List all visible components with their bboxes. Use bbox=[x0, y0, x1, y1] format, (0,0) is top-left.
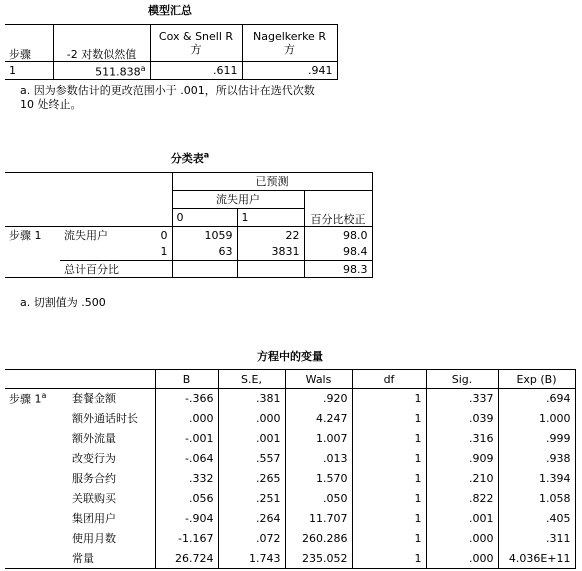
row-log-likelihood: 511.838$^a$ bbox=[53, 62, 150, 80]
header-nagelkerke: Nagelkerke R 方 bbox=[242, 25, 337, 62]
total-pct-label: 总计百分比 bbox=[60, 261, 172, 278]
var-name: 套餐金额 bbox=[72, 392, 116, 406]
var-expb: .999 bbox=[498, 429, 575, 449]
var-wals: 235.052 bbox=[285, 549, 352, 569]
header-b: B bbox=[155, 370, 218, 389]
var-expb: .938 bbox=[498, 449, 575, 469]
header-cox-snell: Cox & Snell R 方 bbox=[150, 25, 242, 62]
cell-1-pct: 98.4 bbox=[304, 244, 372, 261]
var-df: 1 bbox=[352, 509, 426, 529]
var-se: .265 bbox=[218, 469, 285, 489]
col-0-header: 0 bbox=[172, 209, 237, 227]
var-b: -.001 bbox=[155, 429, 218, 449]
header-se: S.E, bbox=[218, 370, 285, 389]
header-sig: Sig. bbox=[426, 370, 498, 389]
var-se: .000 bbox=[218, 409, 285, 429]
var-df: 1 bbox=[352, 409, 426, 429]
row-var-label: 流失用户 bbox=[64, 228, 108, 242]
var-name: 集团用户 bbox=[72, 512, 116, 525]
model-summary-title: 模型汇总 bbox=[148, 4, 192, 17]
variables-table bbox=[5, 369, 576, 569]
var-step-label: 步骤 1$^a$ bbox=[9, 391, 47, 406]
var-sig: .000 bbox=[426, 529, 498, 549]
row-cox-snell: .611 bbox=[150, 62, 242, 80]
header-df: df bbox=[352, 370, 426, 389]
predicted-header: 已预测 bbox=[172, 173, 372, 191]
row-nagelkerke: .941 bbox=[242, 62, 337, 80]
cell-1-1: 3831 bbox=[237, 244, 304, 261]
total-pct-value: 98.3 bbox=[304, 261, 372, 278]
var-wals: .013 bbox=[285, 449, 352, 469]
var-expb: .405 bbox=[498, 509, 575, 529]
cell-0-0: 1059 bbox=[172, 227, 237, 244]
cell-0-pct: 98.0 bbox=[304, 227, 372, 244]
var-wals: .920 bbox=[285, 389, 352, 409]
var-wals: 1.570 bbox=[285, 469, 352, 489]
var-se: .072 bbox=[218, 529, 285, 549]
var-se: .264 bbox=[218, 509, 285, 529]
var-sig: .000 bbox=[426, 549, 498, 569]
classification-table bbox=[5, 172, 373, 278]
header-expb: Exp (B) bbox=[498, 370, 575, 389]
var-expb: .694 bbox=[498, 389, 575, 409]
header-wals: Wals bbox=[285, 370, 352, 389]
var-b: -.064 bbox=[155, 449, 218, 469]
var-df: 1 bbox=[352, 489, 426, 509]
var-expb: 4.036E+11 bbox=[498, 549, 575, 569]
var-name: 额外通话时长 bbox=[72, 412, 138, 425]
churn-user-header: 流失用户 bbox=[172, 191, 304, 209]
var-df: 1 bbox=[352, 429, 426, 449]
var-sig: .316 bbox=[426, 429, 498, 449]
classification-note: a. 切割值为 .500 bbox=[20, 296, 106, 309]
var-b: -1.167 bbox=[155, 529, 218, 549]
row-cat-0: 0 bbox=[117, 227, 172, 244]
var-wals: .050 bbox=[285, 489, 352, 509]
var-sig: .001 bbox=[426, 509, 498, 529]
var-b: -.904 bbox=[155, 509, 218, 529]
var-expb: 1.000 bbox=[498, 409, 575, 429]
var-df: 1 bbox=[352, 449, 426, 469]
var-se: .557 bbox=[218, 449, 285, 469]
var-sig: .822 bbox=[426, 489, 498, 509]
row-step: 1 bbox=[5, 62, 53, 80]
var-b: .000 bbox=[155, 409, 218, 429]
var-df: 1 bbox=[352, 469, 426, 489]
var-wals: 1.007 bbox=[285, 429, 352, 449]
var-name: 改变行为 bbox=[72, 452, 116, 465]
var-se: .001 bbox=[218, 429, 285, 449]
var-sig: .039 bbox=[426, 409, 498, 429]
classification-title: 分类表$^a$ bbox=[170, 150, 210, 165]
var-df: 1 bbox=[352, 529, 426, 549]
var-name: 关联购买 bbox=[72, 492, 116, 505]
var-expb: 1.394 bbox=[498, 469, 575, 489]
model-summary-note: a. 因为参数估计的更改范围小于 .001，所以估计在选代次数 10 处终止。 bbox=[20, 84, 315, 111]
var-df: 1 bbox=[352, 389, 426, 409]
var-expb: .311 bbox=[498, 529, 575, 549]
cell-0-1: 22 bbox=[237, 227, 304, 244]
var-se: .381 bbox=[218, 389, 285, 409]
header-step: 步骤 bbox=[5, 25, 53, 62]
var-sig: .210 bbox=[426, 469, 498, 489]
var-wals: 11.707 bbox=[285, 509, 352, 529]
var-name: 常量 bbox=[68, 549, 155, 569]
var-name: 服务合约 bbox=[72, 472, 116, 485]
header-log-likelihood: -2 对数似然值 bbox=[53, 25, 150, 62]
step-label: 步骤 1 bbox=[9, 228, 42, 242]
var-name: 使用月数 bbox=[72, 532, 116, 545]
var-wals: 4.247 bbox=[285, 409, 352, 429]
col-1-header: 1 bbox=[237, 209, 304, 227]
var-b: -.366 bbox=[155, 389, 218, 409]
var-df: 1 bbox=[352, 549, 426, 569]
var-b: 26.724 bbox=[155, 549, 218, 569]
var-b: .056 bbox=[155, 489, 218, 509]
cell-1-0: 63 bbox=[172, 244, 237, 261]
var-expb: 1.058 bbox=[498, 489, 575, 509]
variables-title: 方程中的变量 bbox=[257, 350, 323, 363]
var-se: .251 bbox=[218, 489, 285, 509]
var-b: .332 bbox=[155, 469, 218, 489]
var-name: 额外流量 bbox=[72, 432, 116, 445]
var-sig: .337 bbox=[426, 389, 498, 409]
var-sig: .909 bbox=[426, 449, 498, 469]
model-summary-table bbox=[5, 24, 338, 80]
var-wals: 260.286 bbox=[285, 529, 352, 549]
pct-correct-header: 百分比校正 bbox=[304, 191, 372, 227]
row-cat-1: 1 bbox=[117, 244, 172, 261]
var-se: 1.743 bbox=[218, 549, 285, 569]
